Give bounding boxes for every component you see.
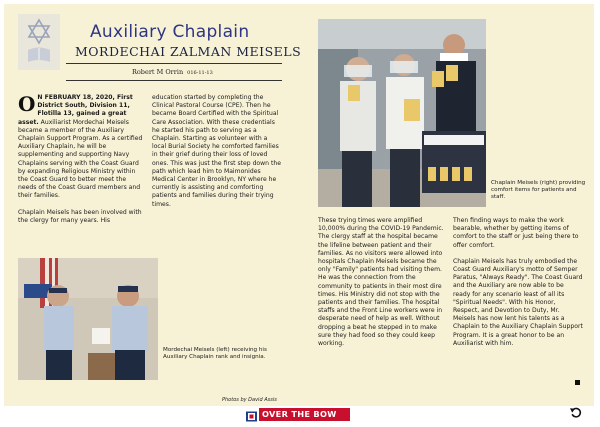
drop-cap: O bbox=[18, 92, 36, 116]
coast-guard-emblem-icon bbox=[244, 408, 259, 421]
author-name: Robert M Orrin bbox=[132, 68, 184, 76]
return-button[interactable] bbox=[569, 404, 583, 418]
photo-image bbox=[18, 258, 158, 380]
divider bbox=[66, 80, 282, 81]
article-column-1 bbox=[18, 94, 146, 233]
paragraph-text: Auxiliarist Mordechai Meisels became a member of the Auxiliary Chaplain Support Program. As a certified Auxiliary Chaplain, he will be supplementing and supporting Navy Chaplains serving with the Coast Guard by expanding Religious Ministry within the Coast Guard to better meet the needs of the Coast Guard members and their families. bbox=[18, 118, 143, 200]
paragraph: Chaplain Meisels has been involved with the clergy for many years. His bbox=[18, 208, 142, 224]
lead-text: N FEBRUARY 18, 2020, First District South, Division 11, Flotilla 13, gained a great asset. bbox=[18, 94, 133, 126]
paragraph bbox=[18, 94, 146, 201]
paragraph: Then finding ways to make the work bearable, whether by getting items of comfort to the staff or just being there to offer comfort. bbox=[453, 217, 579, 249]
end-mark bbox=[575, 380, 580, 385]
publication-name: OVER THE BOW bbox=[262, 409, 337, 419]
article-date: 016-11-13 bbox=[187, 70, 213, 76]
article-subtitle: MORDECHAI ZALMAN MEISELS bbox=[75, 44, 302, 59]
paragraph: These trying times were amplified 10,000% during the COVID-19 Pandemic. The clergy staff at the hospital became the lifeline between patient and their families. As no visitors were allowed into hospitals Chaplain Meisels became the only "Family" patients had visiting them. He was the connection from the community to patients in their most dire times. His Ministry did not stop with the patients and their families. The hospital staffs and the Front Line workers were in desperate need of help as well. Without dropping a beat he stepped in to make sure they had food so they could keep working. bbox=[318, 217, 444, 348]
article-title: Auxiliary Chaplain bbox=[90, 22, 250, 42]
paragraph: education started by completing the Clinical Pastoral Course (CPE). Then he became Board Certified with the Spiritual Care Association. With these credentials he started his path to serving as a Chaplain. Starting as volunteer with a local Burial Society he comforted families in their grief during their loss of loved ones. This was just the first step down the path which lead him to Maimonides Medical Center in Brooklyn, NY where he currently is assisting and comforting patients and families during their trying times. bbox=[152, 94, 281, 208]
chaplain-logo bbox=[18, 14, 60, 70]
article-column-2 bbox=[152, 94, 282, 217]
divider bbox=[66, 63, 282, 64]
return-arrow-icon bbox=[569, 405, 583, 419]
article-column-3 bbox=[318, 217, 448, 356]
photo-rank-ceremony bbox=[18, 258, 158, 380]
photo-hospital-staff bbox=[318, 19, 486, 207]
photo-image bbox=[318, 19, 486, 207]
byline bbox=[132, 68, 213, 76]
star-of-david-icon bbox=[18, 14, 60, 70]
photo-credit: Photos by David Assis bbox=[222, 397, 277, 403]
article-column-4 bbox=[453, 217, 583, 356]
photo-caption: Mordechai Meisels (left) receiving his Auxiliary Chaplain rank and insignia. bbox=[163, 347, 267, 360]
photo-caption: Chaplain Meisels (right) providing comfort items for patients and staff. bbox=[491, 180, 586, 200]
paragraph: Chaplain Meisels has truly embodied the Coast Guard Auxiliary's motto of Semper Paratus, "Always Ready". The Coast Guard and the Auxiliary are now able to be ready for any scenario least of all its "Spiritual Needs". With his Honor, Respect, and Devotion to Duty, Mr. Meisels has now lent his talents as a Chaplain to the Auxiliary Chaplain Support Program. It is a great honor to be an Auxiliarist with him. bbox=[453, 257, 583, 347]
